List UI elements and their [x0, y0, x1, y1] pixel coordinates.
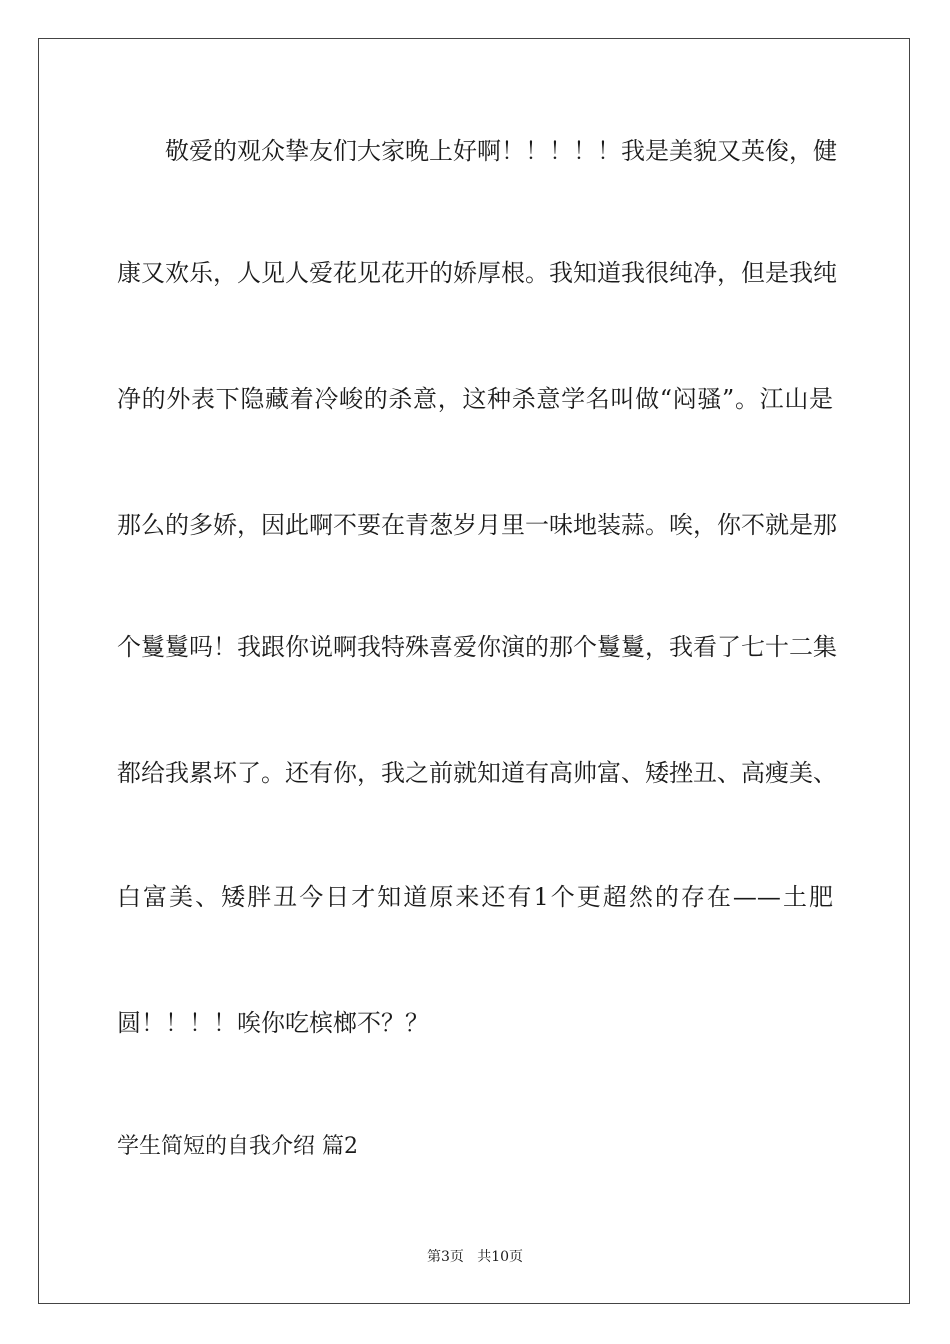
paragraph-line-2: 康又欢乐，人见人爱花见花开的娇厚根。我知道我很纯净，但是我纯 [117, 259, 837, 287]
paragraph-line-3: 净的外表下隐藏着冷峻的杀意，这种杀意学名叫做“闷骚”。江山是 [117, 385, 833, 413]
section-heading: 学生简短的自我介绍 篇2 [117, 1134, 358, 1159]
paragraph-line-6: 都给我累坏了。还有你，我之前就知道有高帅富、矮挫丑、高瘦美、 [117, 759, 837, 787]
page-border [38, 38, 910, 1304]
paragraph-line-5: 个鬘鬘吗！我跟你说啊我特殊喜爱你演的那个鬘鬘，我看了七十二集 [117, 633, 837, 661]
page-number-footer: 第3页 共10页 [426, 1249, 524, 1265]
paragraph-line-8: 圆！！！！唉你吃槟榔不？？ [117, 1009, 429, 1037]
paragraph-line-7: 白富美、矮胖丑今日才知道原来还有1个更超然的存在——土肥 [117, 883, 833, 911]
paragraph-line-4: 那么的多娇，因此啊不要在青葱岁月里一味地装蒜。唉，你不就是那 [117, 511, 837, 539]
paragraph-line-1: 敬爱的观众挚友们大家晚上好啊！！！！！我是美貌又英俊，健 [165, 137, 837, 165]
